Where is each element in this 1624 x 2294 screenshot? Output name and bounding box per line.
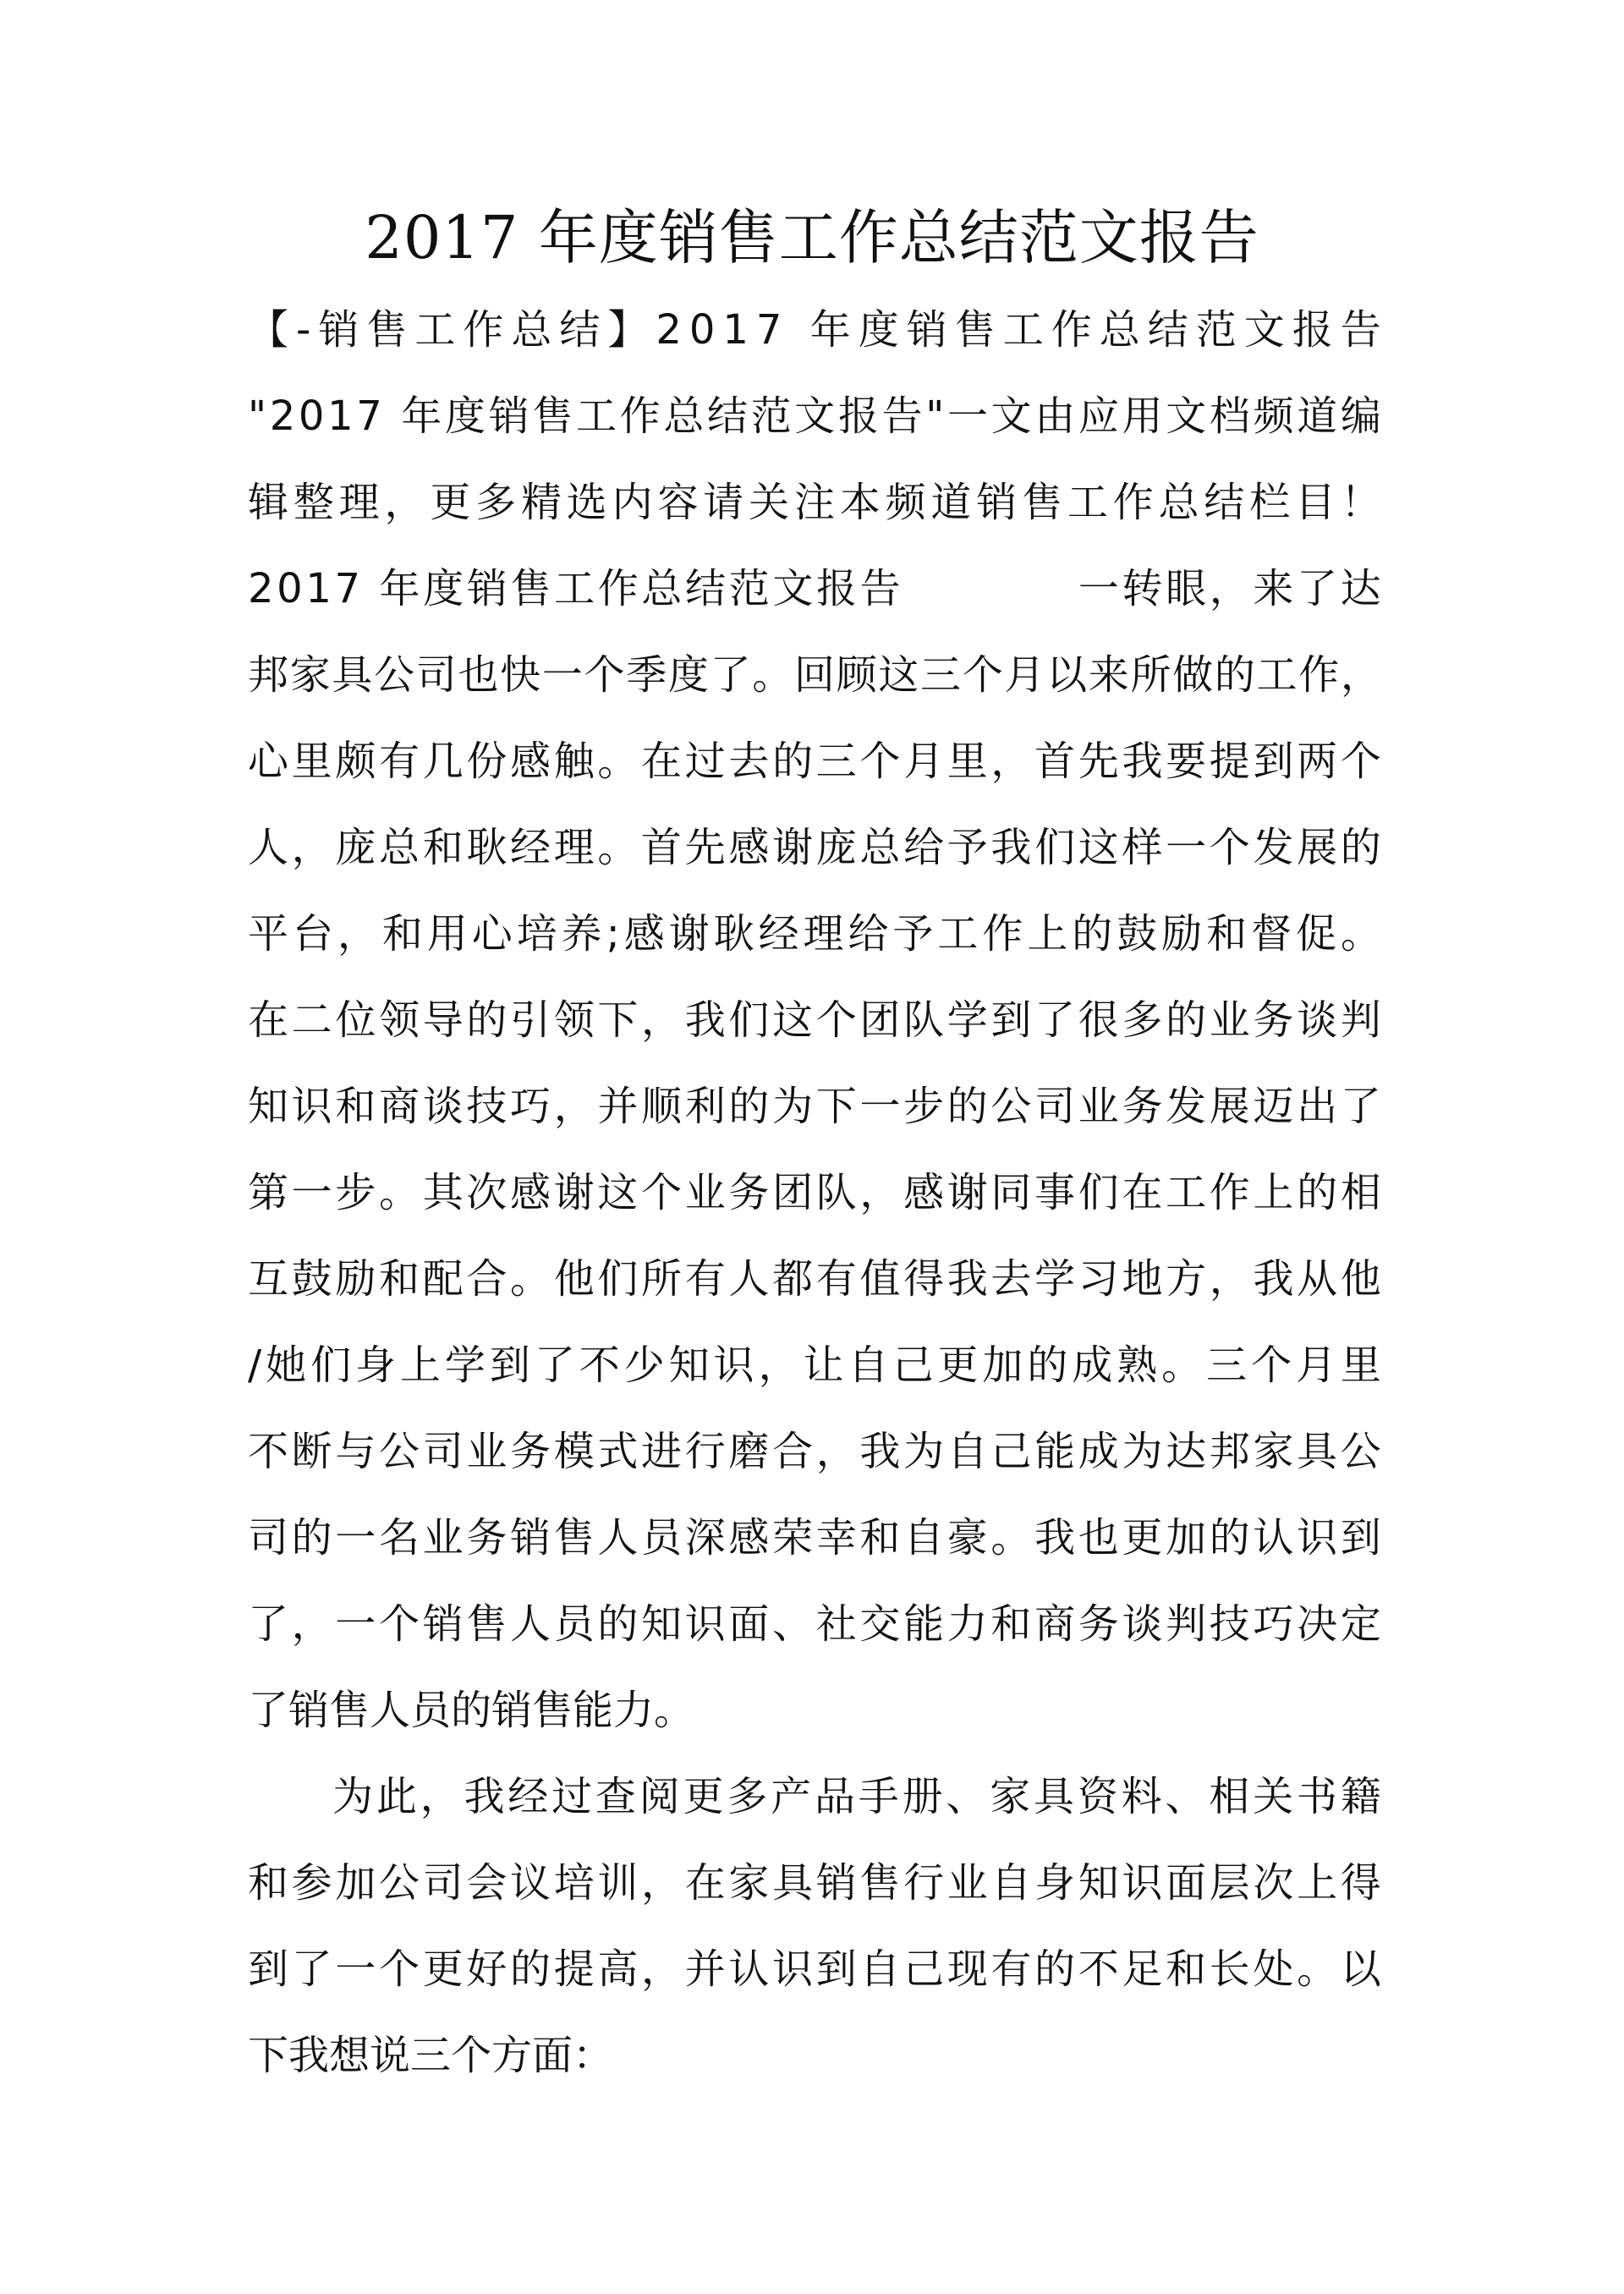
paragraph-line: 到 了 一 个 更 好 的 提 高 ， 并 认 识 到 自 己 现 有 的 不 足 和 长 处 。 以 [248,1946,1381,1993]
paragraph-line: 【 - 销 售 工 作 总 结 】 2 0 1 7 年 度 销 售 工 作 总 结 范 文 报 告 [248,306,1381,354]
paragraph-line: 了 ， 一 个 销 售 人 员 的 知 识 面 、 社 交 能 力 和 商 务 谈 判 技 巧 决 定 [248,1600,1381,1648]
paragraph-line: " 2 0 1 7 年 度 销 售 工 作 总 结 范 文 报 告 " 一 文 由 应 用 文 档 频 道 编 [248,392,1381,440]
paragraph-line: 辑 整 理 ， 更 多 精 选 内 容 请 关 注 本 频 道 销 售 工 作 总 结 栏 目 ！ [248,479,1381,526]
paragraph-line: 下我想说三个方面： [248,2032,614,2079]
paragraph-line: / 她 们 身 上 学 到 了 不 少 知 识 ， 让 自 己 更 加 的 成 熟 。 三 个 月 里 [248,1342,1381,1389]
paragraph-line: 不 断 与 公 司 业 务 模 式 进 行 磨 合 ， 我 为 自 己 能 成 为 达 邦 家 具 公 [248,1428,1381,1475]
paragraph-line: 心 里 颇 有 几 份 感 触 。 在 过 去 的 三 个 月 里 ， 首 先 我 要 提 到 两 个 [248,738,1381,785]
paragraph-line: 了销售人员的销售能力。 [248,1687,695,1734]
paragraph-line: 第 一 步 。 其 次 感 谢 这 个 业 务 团 队 ， 感 谢 同 事 们 在 工 作 上 的 相 [248,1169,1381,1216]
paragraph-line: 平 台 ， 和 用 心 培 养 ; 感 谢 耿 经 理 给 予 工 作 上 的 鼓 励 和 督 促 。 [248,910,1381,958]
paragraph-line: 人 ， 庞 总 和 耿 经 理 。 首 先 感 谢 庞 总 给 予 我 们 这 样 一 个 发 展 的 [248,824,1381,871]
paragraph-line: 司 的 一 名 业 务 销 售 人 员 深 感 荣 幸 和 自 豪 。 我 也 更 加 的 认 识 到 [248,1514,1381,1561]
paragraph-line: 知 识 和 商 谈 技 巧 ， 并 顺 利 的 为 下 一 步 的 公 司 业 务 发 展 迈 出 了 [248,1083,1381,1130]
paragraph-line: 邦 家 具 公 司 也 快 一 个 季 度 了 。 回 顾 这 三 个 月 以 来 所 做 的 工 作 ， [248,651,1381,699]
paragraph-line: 互 鼓 励 和 配 合 。 他 们 所 有 人 都 有 值 得 我 去 学 习 地 方 ， 我 从 他 [248,1255,1381,1303]
paragraph-line: 为 此 ， 我 经 过 查 阅 更 多 产 品 手 册 、 家 具 资 料 、 相 关 书 籍 [332,1773,1381,1820]
paragraph-line: 2 0 1 7 年 度 销 售 工 作 总 结 范 文 报 告 一 转 眼 ， 来 了 达 [248,565,1381,612]
document-title: 2017 年度销售工作总结范文报告 [365,203,1259,272]
paragraph-line: 和 参 加 公 司 会 议 培 训 ， 在 家 具 销 售 行 业 自 身 知 识 面 层 次 上 得 [248,1859,1381,1907]
document-body [248,287,1381,2099]
paragraph-line: 在 二 位 领 导 的 引 领 下 ， 我 们 这 个 团 队 学 到 了 很 多 的 业 务 谈 判 [248,996,1381,1044]
